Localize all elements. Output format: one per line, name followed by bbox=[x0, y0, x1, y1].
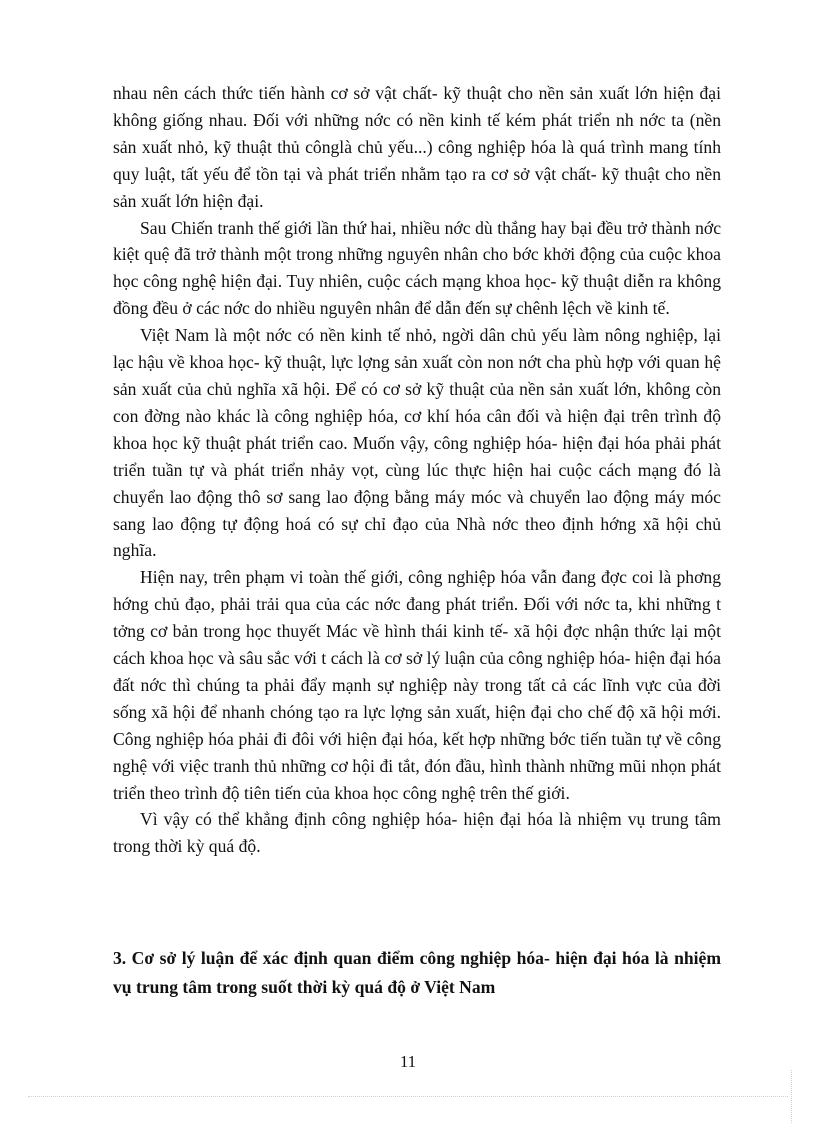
section-heading: 3. Cơ sở lý luận để xác định quan điểm công nghiệp hóa- hiện đại hóa là nhiệm vụ trung tâm trong suốt thời kỳ quá độ ở Việt Nam bbox=[113, 948, 721, 997]
page-number: 11 bbox=[399, 1052, 417, 1071]
paragraph-4: Hiện nay, trên phạm vi toàn thế giới, công nghiệp hóa vẫn đang đợc coi là phơng hớng chủ đạo, phải trải qua của các nớc đang phát triển. Đối với nớc ta, khi những t tởng cơ bản trong học thuyết Mác về hình thái kinh tế- xã hội đợc nhận thức lại một cách khoa học và sâu sắc với t cách là cơ sở lý luận của công nghiệp hóa- hiện đại hóa đất nớc thì chúng ta phải đẩy mạnh sự nghiệp này trong tất cả các lĩnh vực của đời sống xã hội để nhanh chóng tạo ra lực lợng sản xuất, hiện đại cho chế độ xã hội mới. Công nghiệp hóa phải đi đôi với hiện đại hóa, kết hợp những bớc tiến tuần tự về công nghệ với việc tranh thủ những cơ hội đi tắt, đón đầu, hình thành những mũi nhọn phát triển theo trình độ tiên tiến của khoa học công nghệ trên thế giới. bbox=[113, 567, 721, 803]
paragraph-1: nhau nên cách thức tiến hành cơ sở vật chất- kỹ thuật cho nền sản xuất lớn hiện đại không giống nhau. Đối với những nớc có nền kinh tế kém phát triển nh nớc ta (nền sản xuất nhỏ, kỹ thuật thủ cônglà chủ yếu...) công nghiệp hóa là quá trình mang tính quy luật, tất yếu để tồn tại và phát triển nhằm tạo ra cơ sở vật chất- kỹ thuật cho nền sản xuất lớn hiện đại. bbox=[113, 83, 721, 211]
paragraph-2: Sau Chiến tranh thế giới lần thứ hai, nhiều nớc dù thắng hay bại đều trở thành nớc kiệt quệ đã trở thành một trong những nguyên nhân cho bớc khởi động của cuộc khoa học công nghệ hiện đại. Tuy nhiên, cuộc cách mạng khoa học- kỹ thuật diễn ra không đồng đều ở các nớc do nhiều nguyên nhân để dẫn đến sự chênh lệch về kinh tế. bbox=[113, 217, 721, 319]
paragraph-5: Vì vậy có thể khẳng định công nghiệp hóa- hiện đại hóa là nhiệm vụ trung tâm trong thời kỳ quá độ. bbox=[113, 809, 721, 857]
paragraph-3: Việt Nam là một nớc có nền kinh tế nhỏ, ngời dân chủ yếu làm nông nghiệp, lại lạc hậu về khoa học- kỹ thuật, lực lợng sản xuất còn non nớt cha phù hợp với quan hệ sản xuất của chủ nghĩa xã hội. Để có cơ sở kỹ thuật của nền sản xuất lớn, không còn con đờng nào khác là công nghiệp hóa, cơ khí hóa cân đối và hiện đại trên trình độ khoa học kỹ thuật phát triển cao. Muốn vậy, công nghiệp hóa- hiện đại hóa phải phát triển tuần tự và phát triển nhảy vọt, cùng lúc thực hiện hai cuộc cách mạng đó là chuyển lao động thô sơ sang lao động bằng máy móc và chuyển lao động máy móc sang lao động tự động hoá có sự chỉ đạo của Nhà nớc theo định hớng xã hội chủ nghĩa. bbox=[113, 325, 721, 561]
body-text bbox=[113, 80, 721, 860]
page-right-border bbox=[791, 1070, 792, 1123]
page-bottom-border bbox=[28, 1096, 788, 1097]
